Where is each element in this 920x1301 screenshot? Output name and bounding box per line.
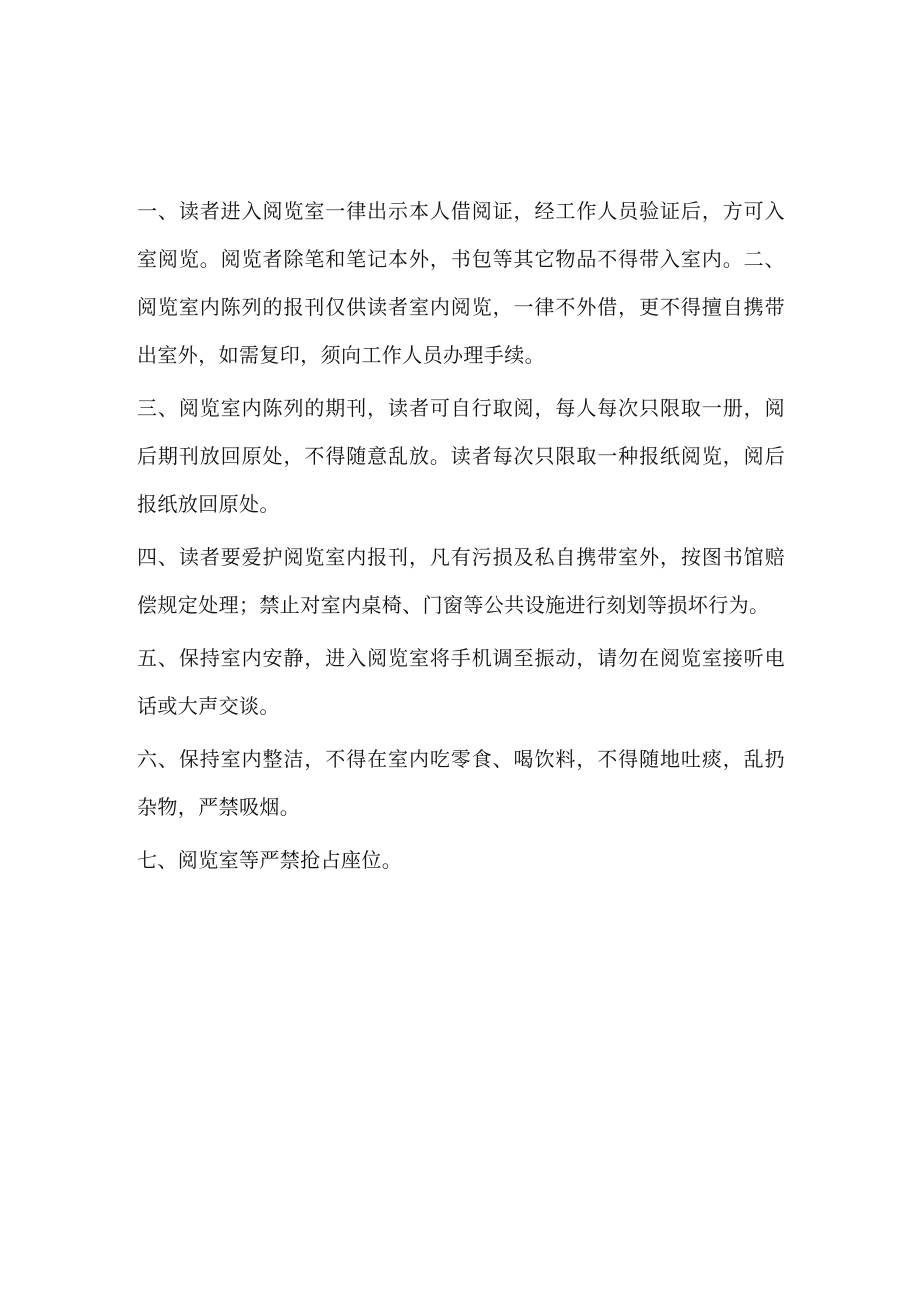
rule-paragraph-7: 七、阅览室等严禁抢占座位。 bbox=[137, 848, 403, 872]
rule-paragraph-6: 六、保持室内整洁，不得在室内吃零食、喝饮料，不得随地吐痰，乱扔杂物，严禁吸烟。 bbox=[137, 747, 785, 819]
rule-paragraph-5: 五、保持室内安静，进入阅览室将手机调至振动，请勿在阅览室接听电话或大声交谈。 bbox=[137, 646, 785, 718]
rule-paragraph-3: 三、阅览室内陈列的期刊，读者可自行取阅，每人每次只限取一册，阅后期刊放回原处，不得随意乱放。读者每次只限取一种报纸阅览，阅后报纸放回原处。 bbox=[137, 396, 785, 516]
rule-paragraph-1: 一、读者进入阅览室一律出示本人借阅证，经工作人员验证后，方可入室阅览。阅览者除笔和笔记本外，书包等其它物品不得带入室内。二、阅览室内陈列的报刊仅供读者室内阅览，一律不外借，更不得擅自携带出室外，如需复印，须向工作人员办理手续。 bbox=[137, 199, 785, 367]
rule-paragraph-4: 四、读者要爱护阅览室内报刊，凡有污损及私自携带室外，按图书馆赔偿规定处理；禁止对室内桌椅、门窗等公共设施进行刻划等损坏行为。 bbox=[137, 545, 785, 617]
rules-body bbox=[137, 187, 785, 889]
